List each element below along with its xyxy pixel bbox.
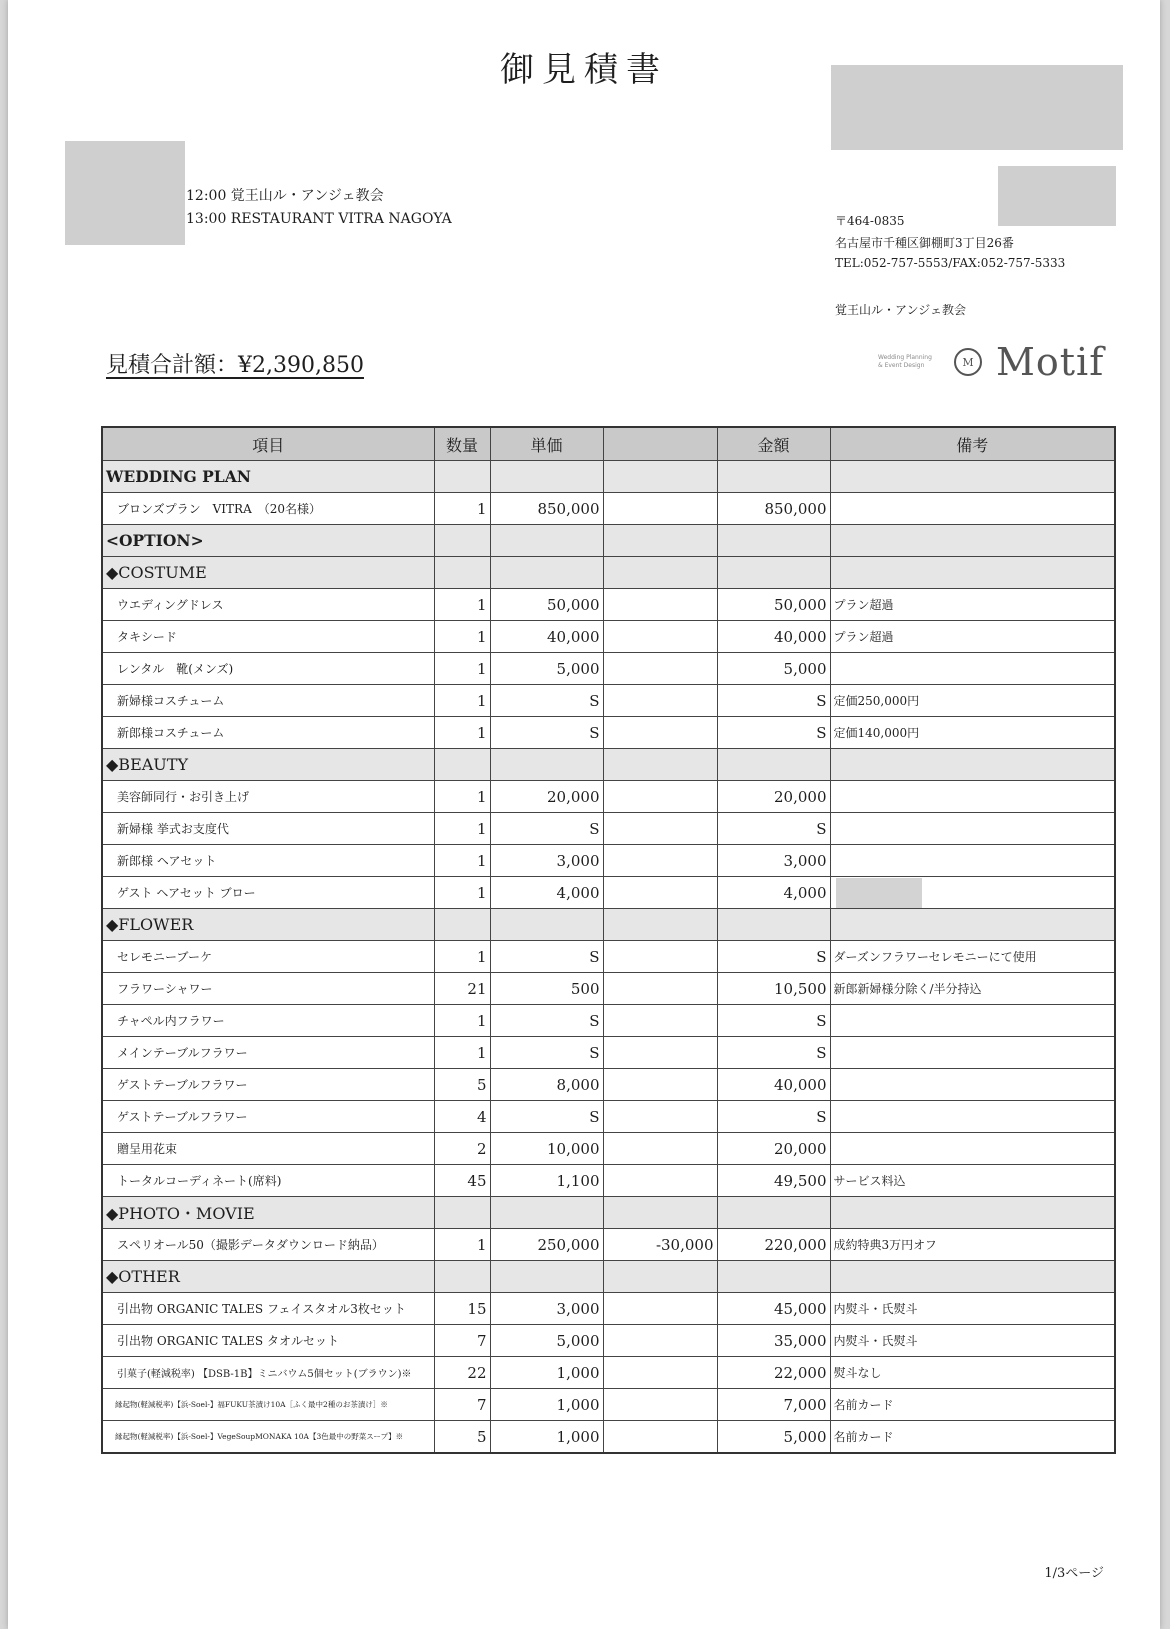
item-name: 新婦様 挙式お支度代 — [102, 813, 434, 845]
adjustment-cell — [603, 717, 717, 749]
section-row — [102, 1261, 1115, 1293]
empty-cell — [603, 1261, 717, 1293]
amount-cell: 49,500 — [717, 1165, 830, 1197]
adjustment-cell: -30,000 — [603, 1229, 717, 1261]
item-name: 贈呈用花束 — [102, 1133, 434, 1165]
table-row — [102, 493, 1115, 525]
amount-cell: 20,000 — [717, 781, 830, 813]
empty-cell — [830, 1197, 1115, 1229]
empty-cell — [490, 1197, 603, 1229]
adjustment-cell — [603, 685, 717, 717]
note-cell — [830, 781, 1115, 813]
schedule-line: 12:00 覚王山ル・アンジェ教会 — [186, 188, 384, 204]
unit-price-cell: 8,000 — [490, 1069, 603, 1101]
amount-cell: S — [717, 813, 830, 845]
note-cell — [830, 1101, 1115, 1133]
item-name: ゲストテーブルフラワー — [102, 1101, 434, 1133]
item-name: メインテーブルフラワー — [102, 1037, 434, 1069]
phone-fax: TEL:052-757-5553/FAX:052-757-5333 — [835, 256, 1066, 270]
note-cell: 名前カード — [830, 1421, 1115, 1454]
item-name: 引出物 ORGANIC TALES タオルセット — [102, 1325, 434, 1357]
item-name: ゲスト ヘアセット ブロー — [102, 877, 434, 909]
adjustment-cell — [603, 941, 717, 973]
amount-cell: 7,000 — [717, 1389, 830, 1421]
adjustment-cell — [603, 1293, 717, 1325]
item-name: タキシード — [102, 621, 434, 653]
adjustment-cell — [603, 1133, 717, 1165]
empty-cell — [830, 749, 1115, 781]
item-name: トータルコーディネート(席料) — [102, 1165, 434, 1197]
header-amount: 金額 — [717, 427, 830, 461]
qty-cell: 1 — [434, 493, 490, 525]
logo-name: Motif — [996, 340, 1105, 384]
table-row — [102, 1037, 1115, 1069]
unit-price-cell: 1,000 — [490, 1421, 603, 1454]
amount-cell: 5,000 — [717, 1421, 830, 1454]
qty-cell: 1 — [434, 813, 490, 845]
empty-cell — [434, 909, 490, 941]
table-row — [102, 1293, 1115, 1325]
redacted-block — [831, 65, 1123, 150]
unit-price-cell: 50,000 — [490, 589, 603, 621]
section-label: ◆COSTUME — [102, 557, 434, 589]
section-label: ◆BEAUTY — [102, 749, 434, 781]
adjustment-cell — [603, 877, 717, 909]
empty-cell — [603, 461, 717, 493]
amount-cell: 220,000 — [717, 1229, 830, 1261]
note-cell — [830, 1069, 1115, 1101]
table-row — [102, 1165, 1115, 1197]
section-label: ◆PHOTO・MOVIE — [102, 1197, 434, 1229]
item-name: セレモニーブーケ — [102, 941, 434, 973]
empty-cell — [830, 909, 1115, 941]
table-row — [102, 813, 1115, 845]
empty-cell — [434, 1261, 490, 1293]
adjustment-cell — [603, 1101, 717, 1133]
empty-cell — [717, 557, 830, 589]
item-name: スペリオール50（撮影データダウンロード納品） — [102, 1229, 434, 1261]
item-name: 新郎様 ヘアセット — [102, 845, 434, 877]
adjustment-cell — [603, 493, 717, 525]
section-row — [102, 749, 1115, 781]
empty-cell — [603, 909, 717, 941]
empty-cell — [717, 909, 830, 941]
item-name: 引菓子(軽減税率) 【DSB-1B】ミニバウム5個セット(ブラウン)※ — [102, 1357, 434, 1389]
unit-price-cell: 3,000 — [490, 1293, 603, 1325]
street-address: 名古屋市千種区御棚町3丁目26番 — [835, 236, 1014, 250]
venue-name: 覚王山ル・アンジェ教会 — [835, 303, 966, 317]
unit-price-cell: 4,000 — [490, 877, 603, 909]
qty-cell: 1 — [434, 877, 490, 909]
page-number: 1/3ページ — [1044, 1566, 1104, 1581]
amount-cell: S — [717, 1005, 830, 1037]
table-row — [102, 941, 1115, 973]
note-cell — [830, 845, 1115, 877]
unit-price-cell: S — [490, 1005, 603, 1037]
document-title: 御見積書 — [500, 50, 668, 90]
empty-cell — [717, 1197, 830, 1229]
table-row — [102, 877, 1115, 909]
empty-cell — [830, 1261, 1115, 1293]
unit-price-cell: S — [490, 813, 603, 845]
empty-cell — [434, 461, 490, 493]
qty-cell: 4 — [434, 1101, 490, 1133]
table-row — [102, 1005, 1115, 1037]
note-cell: 内熨斗・氏熨斗 — [830, 1325, 1115, 1357]
qty-cell: 1 — [434, 941, 490, 973]
note-cell — [830, 1037, 1115, 1069]
qty-cell: 1 — [434, 589, 490, 621]
section-row — [102, 557, 1115, 589]
section-row — [102, 1197, 1115, 1229]
table-row — [102, 589, 1115, 621]
empty-cell — [434, 749, 490, 781]
adjustment-cell — [603, 653, 717, 685]
table-row — [102, 685, 1115, 717]
note-cell: 新郎新婦様分除く/半分持込 — [830, 973, 1115, 1005]
adjustment-cell — [603, 845, 717, 877]
qty-cell: 7 — [434, 1389, 490, 1421]
empty-cell — [603, 557, 717, 589]
logo-mark-icon: M — [954, 348, 982, 376]
note-cell — [830, 1005, 1115, 1037]
header-adjustment — [603, 427, 717, 461]
amount-cell: 3,000 — [717, 845, 830, 877]
header-item: 項目 — [102, 427, 434, 461]
qty-cell: 1 — [434, 1229, 490, 1261]
qty-cell: 5 — [434, 1421, 490, 1454]
table-row — [102, 1357, 1115, 1389]
document-page — [8, 0, 1160, 1629]
unit-price-cell: S — [490, 1101, 603, 1133]
empty-cell — [830, 557, 1115, 589]
amount-cell: 10,500 — [717, 973, 830, 1005]
empty-cell — [717, 461, 830, 493]
note-cell: 定価250,000円 — [830, 685, 1115, 717]
section-label: <OPTION> — [102, 525, 434, 557]
amount-cell: S — [717, 941, 830, 973]
amount-cell: S — [717, 1101, 830, 1133]
empty-cell — [490, 1261, 603, 1293]
unit-price-cell: 500 — [490, 973, 603, 1005]
header-unit-price: 単価 — [490, 427, 603, 461]
unit-price-cell: S — [490, 717, 603, 749]
empty-cell — [490, 749, 603, 781]
unit-price-cell: 1,000 — [490, 1357, 603, 1389]
table-row — [102, 717, 1115, 749]
unit-price-cell: 850,000 — [490, 493, 603, 525]
adjustment-cell — [603, 621, 717, 653]
schedule-line: 13:00 RESTAURANT VITRA NAGOYA — [186, 211, 452, 227]
item-name: ブロンズプラン VITRA （20名様） — [102, 493, 434, 525]
amount-cell: 45,000 — [717, 1293, 830, 1325]
item-name: 縁起物(軽減税率)【浜-Soel-】福FUKU茶漬け10A［ふく最中2種のお茶漬け］※ — [102, 1389, 434, 1421]
table-body — [102, 461, 1115, 1454]
unit-price-cell: 1,100 — [490, 1165, 603, 1197]
item-name: 新婦様コスチューム — [102, 685, 434, 717]
unit-price-cell: 5,000 — [490, 1325, 603, 1357]
note-cell: プラン超過 — [830, 589, 1115, 621]
unit-price-cell: S — [490, 685, 603, 717]
amount-cell: 20,000 — [717, 1133, 830, 1165]
note-cell: プラン超過 — [830, 621, 1115, 653]
empty-cell — [490, 909, 603, 941]
table-row — [102, 1421, 1115, 1454]
note-cell: 成約特典3万円オフ — [830, 1229, 1115, 1261]
item-name: ゲストテーブルフラワー — [102, 1069, 434, 1101]
table-row — [102, 621, 1115, 653]
item-name: レンタル 靴(メンズ) — [102, 653, 434, 685]
unit-price-cell: 250,000 — [490, 1229, 603, 1261]
note-cell: 定価140,000円 — [830, 717, 1115, 749]
note-cell — [830, 877, 1115, 909]
note-cell: 内熨斗・氏熨斗 — [830, 1293, 1115, 1325]
item-name: フラワーシャワー — [102, 973, 434, 1005]
adjustment-cell — [603, 1165, 717, 1197]
qty-cell: 5 — [434, 1069, 490, 1101]
adjustment-cell — [603, 1069, 717, 1101]
note-cell: ダーズンフラワーセレモニーにて使用 — [830, 941, 1115, 973]
redacted-block — [65, 141, 185, 245]
empty-cell — [603, 525, 717, 557]
table-header-row — [102, 427, 1115, 461]
empty-cell — [490, 557, 603, 589]
header-qty: 数量 — [434, 427, 490, 461]
amount-cell: 22,000 — [717, 1357, 830, 1389]
item-name: 引出物 ORGANIC TALES フェイスタオル3枚セット — [102, 1293, 434, 1325]
qty-cell: 45 — [434, 1165, 490, 1197]
section-row — [102, 461, 1115, 493]
empty-cell — [717, 749, 830, 781]
empty-cell — [434, 1197, 490, 1229]
unit-price-cell: 40,000 — [490, 621, 603, 653]
table-row — [102, 973, 1115, 1005]
adjustment-cell — [603, 589, 717, 621]
amount-cell: 40,000 — [717, 1069, 830, 1101]
empty-cell — [603, 749, 717, 781]
item-name: 新郎様コスチューム — [102, 717, 434, 749]
adjustment-cell — [603, 1389, 717, 1421]
unit-price-cell: S — [490, 941, 603, 973]
adjustment-cell — [603, 1357, 717, 1389]
item-name: 美容師同行・お引き上げ — [102, 781, 434, 813]
qty-cell: 22 — [434, 1357, 490, 1389]
redacted-block — [998, 166, 1116, 226]
table-row — [102, 1069, 1115, 1101]
qty-cell: 1 — [434, 1037, 490, 1069]
note-cell: 名前カード — [830, 1389, 1115, 1421]
item-name: ウエディングドレス — [102, 589, 434, 621]
unit-price-cell: 1,000 — [490, 1389, 603, 1421]
empty-cell — [830, 461, 1115, 493]
adjustment-cell — [603, 1421, 717, 1454]
adjustment-cell — [603, 973, 717, 1005]
amount-cell: 50,000 — [717, 589, 830, 621]
table-row — [102, 1101, 1115, 1133]
section-row — [102, 525, 1115, 557]
qty-cell: 1 — [434, 845, 490, 877]
item-name: 縁起物(軽減税率)【浜-Soel-】VegeSoupMONAKA 10A【3色最中の野菜スープ】※ — [102, 1421, 434, 1454]
amount-cell: S — [717, 685, 830, 717]
empty-cell — [717, 525, 830, 557]
note-cell: サービス料込 — [830, 1165, 1115, 1197]
unit-price-cell: S — [490, 1037, 603, 1069]
qty-cell: 2 — [434, 1133, 490, 1165]
qty-cell: 1 — [434, 685, 490, 717]
note-cell: 熨斗なし — [830, 1357, 1115, 1389]
qty-cell: 1 — [434, 781, 490, 813]
company-logo — [878, 342, 1104, 382]
qty-cell: 7 — [434, 1325, 490, 1357]
adjustment-cell — [603, 813, 717, 845]
empty-cell — [490, 461, 603, 493]
unit-price-cell: 5,000 — [490, 653, 603, 685]
table-row — [102, 1325, 1115, 1357]
amount-cell: 5,000 — [717, 653, 830, 685]
amount-cell: 35,000 — [717, 1325, 830, 1357]
note-cell — [830, 1133, 1115, 1165]
empty-cell — [434, 525, 490, 557]
section-label: ◆OTHER — [102, 1261, 434, 1293]
qty-cell: 21 — [434, 973, 490, 1005]
unit-price-cell: 10,000 — [490, 1133, 603, 1165]
note-cell — [830, 493, 1115, 525]
note-cell — [830, 813, 1115, 845]
section-label: ◆FLOWER — [102, 909, 434, 941]
unit-price-cell: 20,000 — [490, 781, 603, 813]
table-row — [102, 653, 1115, 685]
amount-cell: S — [717, 717, 830, 749]
estimate-total: 見積合計額：¥2,390,850 — [106, 353, 364, 378]
redacted-block — [836, 878, 922, 908]
logo-tagline: Wedding Planning & Event Design — [878, 354, 932, 369]
qty-cell: 1 — [434, 717, 490, 749]
adjustment-cell — [603, 781, 717, 813]
qty-cell: 1 — [434, 621, 490, 653]
section-label: WEDDING PLAN — [102, 461, 434, 493]
table-row — [102, 845, 1115, 877]
qty-cell: 1 — [434, 653, 490, 685]
empty-cell — [490, 525, 603, 557]
unit-price-cell: 3,000 — [490, 845, 603, 877]
estimate-table — [101, 426, 1116, 1454]
empty-cell — [434, 557, 490, 589]
adjustment-cell — [603, 1325, 717, 1357]
table-row — [102, 781, 1115, 813]
table-row — [102, 1133, 1115, 1165]
section-row — [102, 909, 1115, 941]
amount-cell: 850,000 — [717, 493, 830, 525]
table-row — [102, 1229, 1115, 1261]
amount-cell: 4,000 — [717, 877, 830, 909]
qty-cell: 1 — [434, 1005, 490, 1037]
postal-code: 〒464-0835 — [835, 214, 905, 228]
empty-cell — [603, 1197, 717, 1229]
note-cell — [830, 653, 1115, 685]
amount-cell: 40,000 — [717, 621, 830, 653]
adjustment-cell — [603, 1005, 717, 1037]
qty-cell: 15 — [434, 1293, 490, 1325]
empty-cell — [830, 525, 1115, 557]
empty-cell — [717, 1261, 830, 1293]
table-row — [102, 1389, 1115, 1421]
header-notes: 備考 — [830, 427, 1115, 461]
adjustment-cell — [603, 1037, 717, 1069]
item-name: チャペル内フラワー — [102, 1005, 434, 1037]
amount-cell: S — [717, 1037, 830, 1069]
